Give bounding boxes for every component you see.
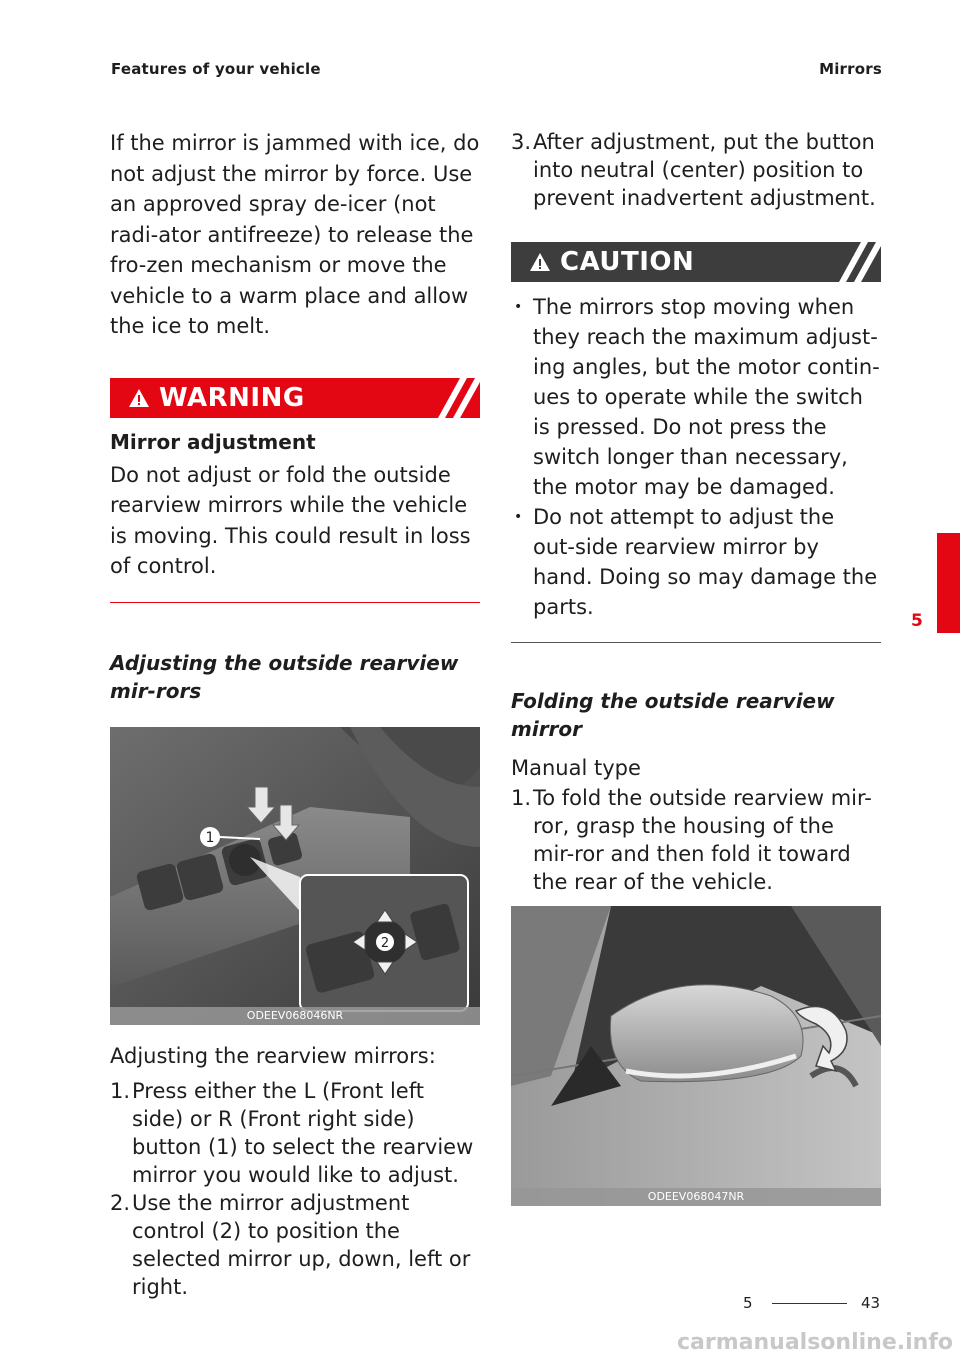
warning-label: WARNING xyxy=(159,382,305,413)
caution-bullet-1: • The mirrors stop moving when they reach the maximum adjust-ing angles, but the motor contin-ues to operate while the switch is pressed. Do not press the switch longer than necessary, the motor may be damaged. xyxy=(511,292,881,502)
adjust-step-2: 2. Use the mirror adjustment control (2) to position the selected mirror up, down, left or right. xyxy=(110,1191,471,1299)
warning-heading: Mirror adjustment xyxy=(110,429,316,454)
figure-code: ODEEV068046NR xyxy=(110,1007,480,1025)
manual-type-label: Manual type xyxy=(511,756,641,780)
right-column xyxy=(511,128,881,1206)
warning-end-rule xyxy=(110,602,480,603)
fold-steps-list xyxy=(511,784,881,896)
warning-text: Do not adjust or fold the outside rearview mirrors while the vehicle is moving. This could result in loss of control. xyxy=(110,462,471,578)
watermark: carmanualsonline.info xyxy=(677,1330,953,1355)
footer-page-number: 43 xyxy=(861,1294,881,1312)
adjust-step-3-list xyxy=(511,128,881,212)
caution-triangle-icon xyxy=(529,252,551,272)
banner-slash-decoration xyxy=(821,242,881,282)
footer-divider xyxy=(772,1303,847,1304)
warning-banner xyxy=(110,378,480,418)
adjusting-subheading: Adjusting the outside rearview mir-rors xyxy=(110,650,459,703)
caution-bullets xyxy=(511,292,881,622)
caution-bullet-2: • Do not attempt to adjust the out-side rearview mirror by hand. Doing so may damage the parts. xyxy=(511,502,881,622)
adjust-step-1: 1. Press either the L (Front left side) or R (Front right side) button (1) to select the rearview mirror you would like to adjust. xyxy=(110,1079,474,1187)
mirror-fold-illustration xyxy=(511,906,881,1206)
caution-banner xyxy=(511,242,881,282)
adjust-steps-list xyxy=(110,1077,480,1301)
mirror-switch-figure xyxy=(110,727,480,1025)
caution-end-rule xyxy=(511,642,881,643)
left-column xyxy=(110,128,480,1301)
steps-intro: Adjusting the rearview mirrors: xyxy=(110,1043,436,1068)
caution-label: CAUTION xyxy=(560,247,695,277)
adjust-step-3: 3. After adjustment, put the button into neutral (center) position to prevent inadvertent adjustment. xyxy=(511,130,876,210)
banner-slash-decoration xyxy=(420,378,480,418)
folding-subheading: Folding the outside rearview mirror xyxy=(511,689,835,741)
mirror-switch-illustration xyxy=(110,727,480,1025)
callout-2-label: 2 xyxy=(380,935,390,951)
mirror-fold-figure xyxy=(511,906,881,1206)
figure-code: ODEEV068047NR xyxy=(511,1188,881,1206)
chapter-tab xyxy=(937,533,960,633)
warning-triangle-icon xyxy=(128,388,150,408)
callout-1-label: 1 xyxy=(205,829,215,846)
fold-step-1: 1. To fold the outside rearview mir-ror, grasp the housing of the mir-ror and then fold it toward the rear of the vehicle. xyxy=(511,785,872,894)
ice-intro-paragraph: If the mirror is jammed with ice, do not adjust the mirror by force. Use an approved spray de-icer (not radi-ator antifreeze) to release the fro-zen mechanism or move the vehicle to a warm place and allow the ice to melt. xyxy=(110,131,480,338)
chapter-tab-number: 5 xyxy=(911,611,923,631)
running-header-section: Features of your vehicle xyxy=(111,60,321,78)
running-header-topic: Mirrors xyxy=(819,60,882,78)
footer-chapter: 5 xyxy=(743,1294,753,1312)
